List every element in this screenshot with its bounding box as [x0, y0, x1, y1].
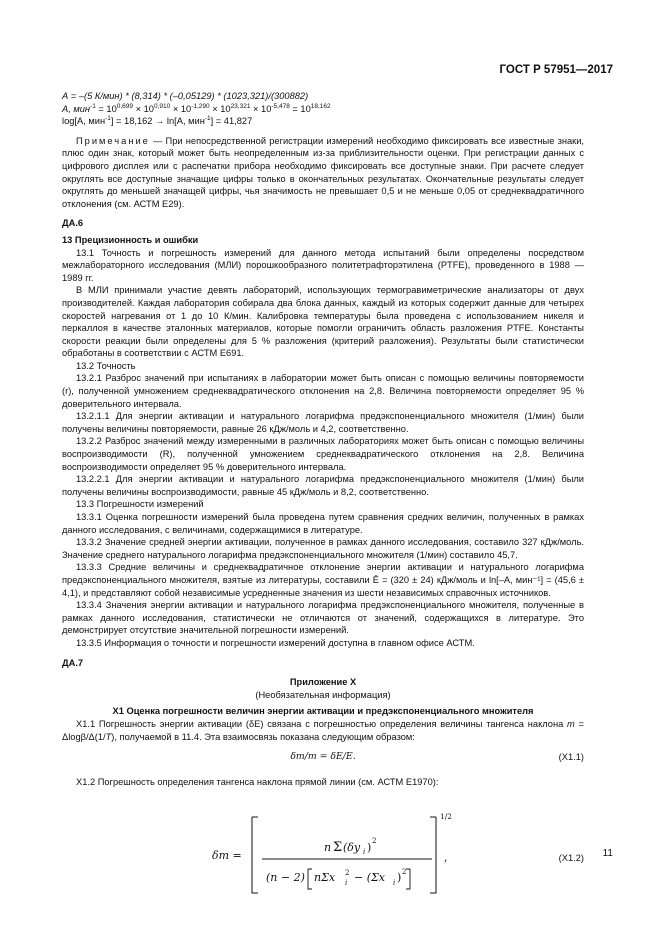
para-x1-1: Х1.1 Погрешность энергии активации (δE) связана с погрешностью определения величины тангенса наклона m = Δlogβ/Δ(1/T), получаемой в 11.4. Эта взаимосвязь показана следующим образом:	[62, 718, 584, 742]
eq2-den-exp2: 2	[402, 867, 407, 876]
equation-x1-1-body: δm/m = δE/E.	[290, 751, 356, 763]
eq2-den-sub2: i	[393, 878, 396, 887]
eq2-right-bracket	[430, 817, 436, 893]
para-x1-2: Х1.2 Погрешность определения тангенса наклона прямой линии (см. АСТМ Е1970):	[76, 777, 439, 788]
section-da7: ДА.7	[62, 657, 84, 668]
para-13-2-1-1: 13.2.1.1 Для энергии активации и натурального логарифма предэкспоненциального множителя (1/мин) были получены величины повторяемости, равные 26 кДж/моль и 4,2, соответственно.	[62, 411, 584, 434]
para-13-2-1: 13.2.1 Разброс значений при испытаниях в лаборатории может быть описан с помощью величины повторяемости (r), полученной умножением среднеквадратического отклонения на 2,8. Величина повторяемости определяет 95 % доверительного интервала.	[62, 373, 584, 409]
eq2-left-bracket	[252, 817, 258, 893]
eq2-num-sub: i	[363, 847, 366, 856]
eq2-den-close: )	[397, 870, 402, 884]
equation-x1-2-graphic	[62, 789, 584, 901]
eq2-num-exp: 2	[372, 836, 377, 845]
equation-x1-1-number: (Х1.1)	[558, 752, 584, 763]
section-da6: ДА.6	[62, 218, 84, 229]
eq2-num-n: n	[324, 840, 332, 854]
eq2-number: (Х1.2)	[558, 852, 584, 863]
appendix-title: Приложение Х	[289, 677, 357, 688]
para-13-3-3: 13.3.3 Средние величины и среднеквадратичное отклонение энергии активации и натурального логарифма предэкспоненциального множителя, взятые из литературы, составили Ē = (320 ± 24) кДж/моль и ln[–A, мин⁻¹] = (45,6 ± 4,1), и представляют собой независимые усредненные значения из шести независимых справочных источников.	[62, 562, 584, 598]
eq2-comma: ,	[444, 850, 448, 864]
eq2-exponent: 1/2	[440, 811, 453, 821]
equation-x1-2	[62, 789, 584, 901]
calc-line-3: log[А, мин$^{-1}$] = 18,162 → ln[А, мин$^{-1}$] = 41,827	[62, 115, 253, 127]
eq2-den-a: (n − 2)	[266, 870, 305, 884]
standard-header: ГОСТ Р 57951—2017	[499, 64, 613, 76]
para-13-2-2-1: 13.2.2.1 Для энергии активации и натурального логарифма предэкспоненциального множителя (1/мин) были получены величины воспроизводимости, равные 45 кДж/моль и 8,2, соответственно.	[62, 474, 584, 497]
eq2-lhs: δm =	[212, 848, 242, 862]
appendix-subtitle: (Необязательная информация)	[255, 689, 391, 700]
document-body	[62, 90, 584, 901]
eq2-den-b: nΣx	[314, 870, 336, 884]
eq2-den-exp1: 2	[345, 868, 350, 877]
x1-title: Х1 Оценка погрешности величин энергии активации и предэкспоненциального множителя	[112, 706, 534, 717]
eq2-num-close: )	[367, 840, 372, 854]
eq2-den-inner-right-bracket	[406, 869, 410, 889]
equation-x1-1	[62, 747, 584, 769]
calc-line-1: А = –(5 К/мин) * (8,314) * (–0,05129) * (1023,321)/(300882)	[62, 91, 309, 101]
eq2-den-inner-left-bracket	[308, 869, 312, 889]
eq2-num-dy: (δy	[343, 840, 361, 854]
para-13-3-4: 13.3.4 Значения энергии активации и натурального логарифма предэкспоненциального множителя, полученные в рамках данного исследования, статистически не отличаются от значений, содержащихся в литературе. Это демонстрирует отсутствие значительной погрешности измерений.	[62, 600, 584, 636]
eq2-den-c: − (Σx	[354, 870, 385, 884]
para-13-3-1: 13.3.1 Оценка погрешности измерений была проведена путем сравнения средних величин, полученных в рамках данного исследования, с величинами, содержащимися в литературе.	[62, 512, 584, 535]
page-number: 11	[602, 848, 613, 859]
calc-line-2: А, $мин^{-1} = 10^{0,699} \times 10^{0,910} \times 10^{-1,290} \times 10^{23,321} \times 10^{-5,478} = 10^{18,162}$	[62, 102, 331, 114]
para-mli: В МЛИ принимали участие девять лабораторий, использующих термогравиметрические анализаторы от двух производителей. Каждая лаборатория собирала два блока данных, каждый из которых содержит данные для четырех скоростей нагревания от 1 до 10 К/мин. Калибровка температуры была проведена с использованием никеля и перкаллоя в качестве эталонных материалов, которые помогли ограничить область разложения PTFE. Константы скорости реакции были определены для 5 % разложения (критерий разложения). Результаты были статистически обработаны в соответствии с АСТМ Е691.	[62, 285, 584, 359]
note-paragraph: Примечание — При непосредственной регистрации измерений необходимо фиксировать все известные знаки, плюс один знак, который может быть неопределенным из-за приблизительности оценки. При регистрации данных с цифрового дисплея или с распечатки прибора необходимо фиксировать все доступные знаки. При расчете следует округлять все доступные значащие цифры только в окончательных результатах. Окончательные результаты следует округлять до меньшей значащей цифры, чья значимость не превышает 0,5 и не меньше 0,05 от среднеквадратичного отклонения (см. АСТМ Е29).	[62, 135, 584, 209]
para-13-2-2: 13.2.2 Разброс значений между измеренными в различных лабораториях может быть описан с помощью величины воспроизводимости (R), полученной умножением среднеквадратического отклонения на 2,8. Величина воспроизводимости определяет 95 % доверительного интервала.	[62, 436, 584, 472]
section-13-title: 13 Прецизионность и ошибки	[62, 234, 199, 245]
para-13-3-2: 13.3.2 Значение средней энергии активации, полученное в рамках данного исследования, составило 327 кДж/моль. Значение среднего натурального логарифма предэкспоненциального множителя (1/мин) составило 45,7.	[62, 537, 584, 560]
eq2-num-sigma: Σ	[333, 839, 343, 855]
para-13-1: 13.1 Точность и погрешность измерений для данного метода испытаний были определены посредством межлабораторного исследования (МЛИ) порошкообразного политетрафторэтилена (PTFE), проведенного в 1988 — 1989 гг.	[62, 247, 584, 283]
para-13-3: 13.3 Погрешности измерений	[76, 499, 204, 510]
para-13-3-5: 13.3.5 Информация о точности и погрешности измерений доступна в главном офисе АСТМ.	[76, 637, 475, 648]
eq2-den-sub1: i	[345, 878, 348, 887]
para-13-2: 13.2 Точность	[76, 360, 136, 371]
